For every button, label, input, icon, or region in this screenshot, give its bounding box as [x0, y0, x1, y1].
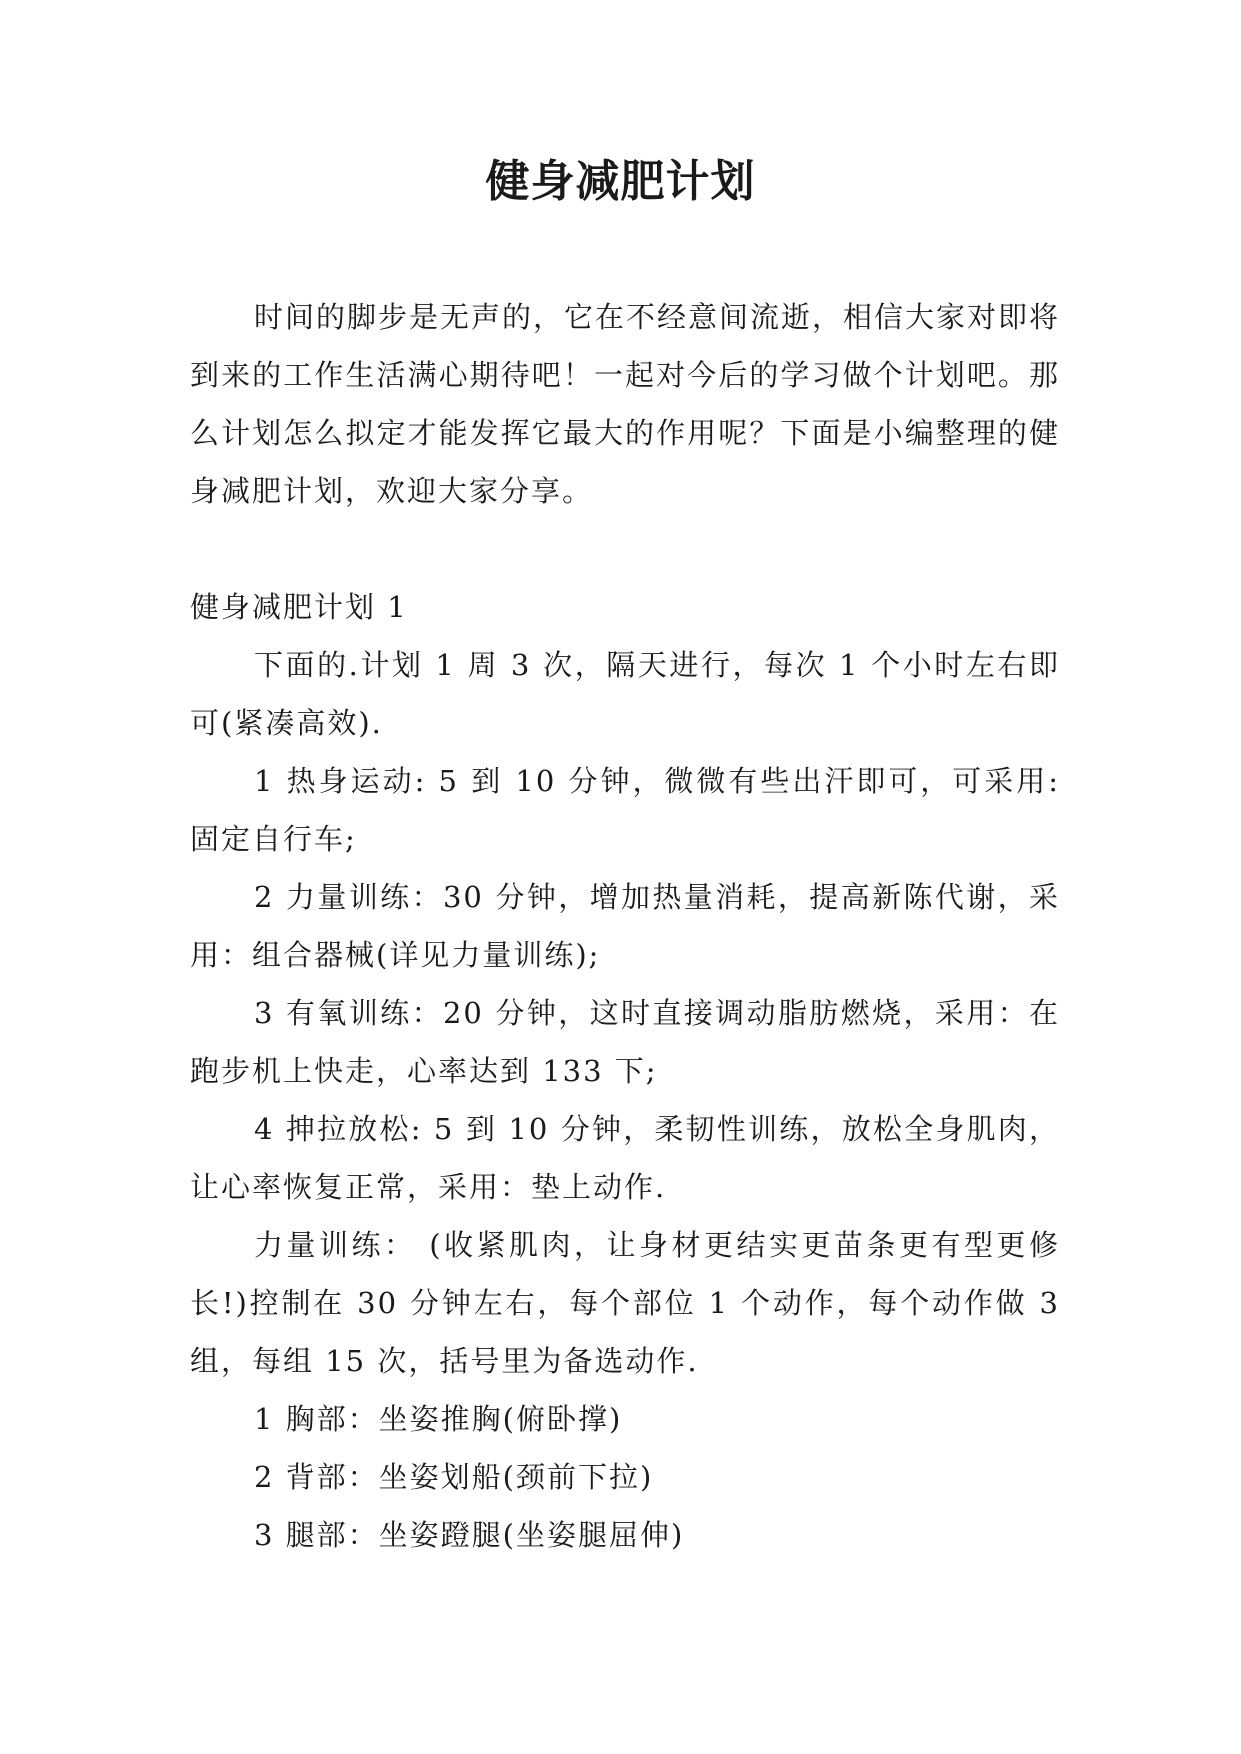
paragraph-warmup: 1 热身运动: 5 到 10 分钟，微微有些出汗即可，可采用:固定自行车; — [190, 764, 1060, 856]
list-item-chest: 1 胸部：坐姿推胸(俯卧撑) — [254, 1402, 623, 1436]
paragraph-stretch: 4 抻拉放松: 5 到 10 分钟，柔韧性训练，放松全身肌肉，让心率恢复正常，采用：垫上动作. — [190, 1112, 1060, 1204]
document-body — [190, 288, 1060, 1564]
paragraph-schedule: 下面的.计划 1 周 3 次，隔天进行，每次 1 个小时左右即可(紧凑高效). — [190, 648, 1060, 740]
paragraph-strength-detail: 力量训练： (收紧肌肉，让身材更结实更苗条更有型更修长!)控制在 30 分钟左右，每个部位 1 个动作，每个动作做 3 组，每组 15 次，括号里为备选动作. — [190, 1228, 1060, 1378]
list-item-legs: 3 腿部：坐姿蹬腿(坐姿腿屈伸) — [254, 1518, 685, 1552]
intro-paragraph: 时间的脚步是无声的，它在不经意间流逝，相信大家对即将到来的工作生活满心期待吧！一起对今后的学习做个计划吧。那么计划怎么拟定才能发挥它最大的作用呢？下面是小编整理的健身减肥计划，欢迎大家分享。 — [190, 300, 1061, 508]
section-heading: 健身减肥计划 1 — [190, 590, 408, 624]
paragraph-aerobic: 3 有氧训练：20 分钟，这时直接调动脂肪燃烧，采用：在跑步机上快走，心率达到 133 下; — [190, 996, 1060, 1088]
paragraph-strength: 2 力量训练：30 分钟，增加热量消耗，提高新陈代谢，采用：组合器械(详见力量训练); — [190, 880, 1060, 972]
list-item-back: 2 背部：坐姿划船(颈前下拉) — [254, 1460, 654, 1494]
document-title: 健身减肥计划 — [485, 156, 756, 207]
